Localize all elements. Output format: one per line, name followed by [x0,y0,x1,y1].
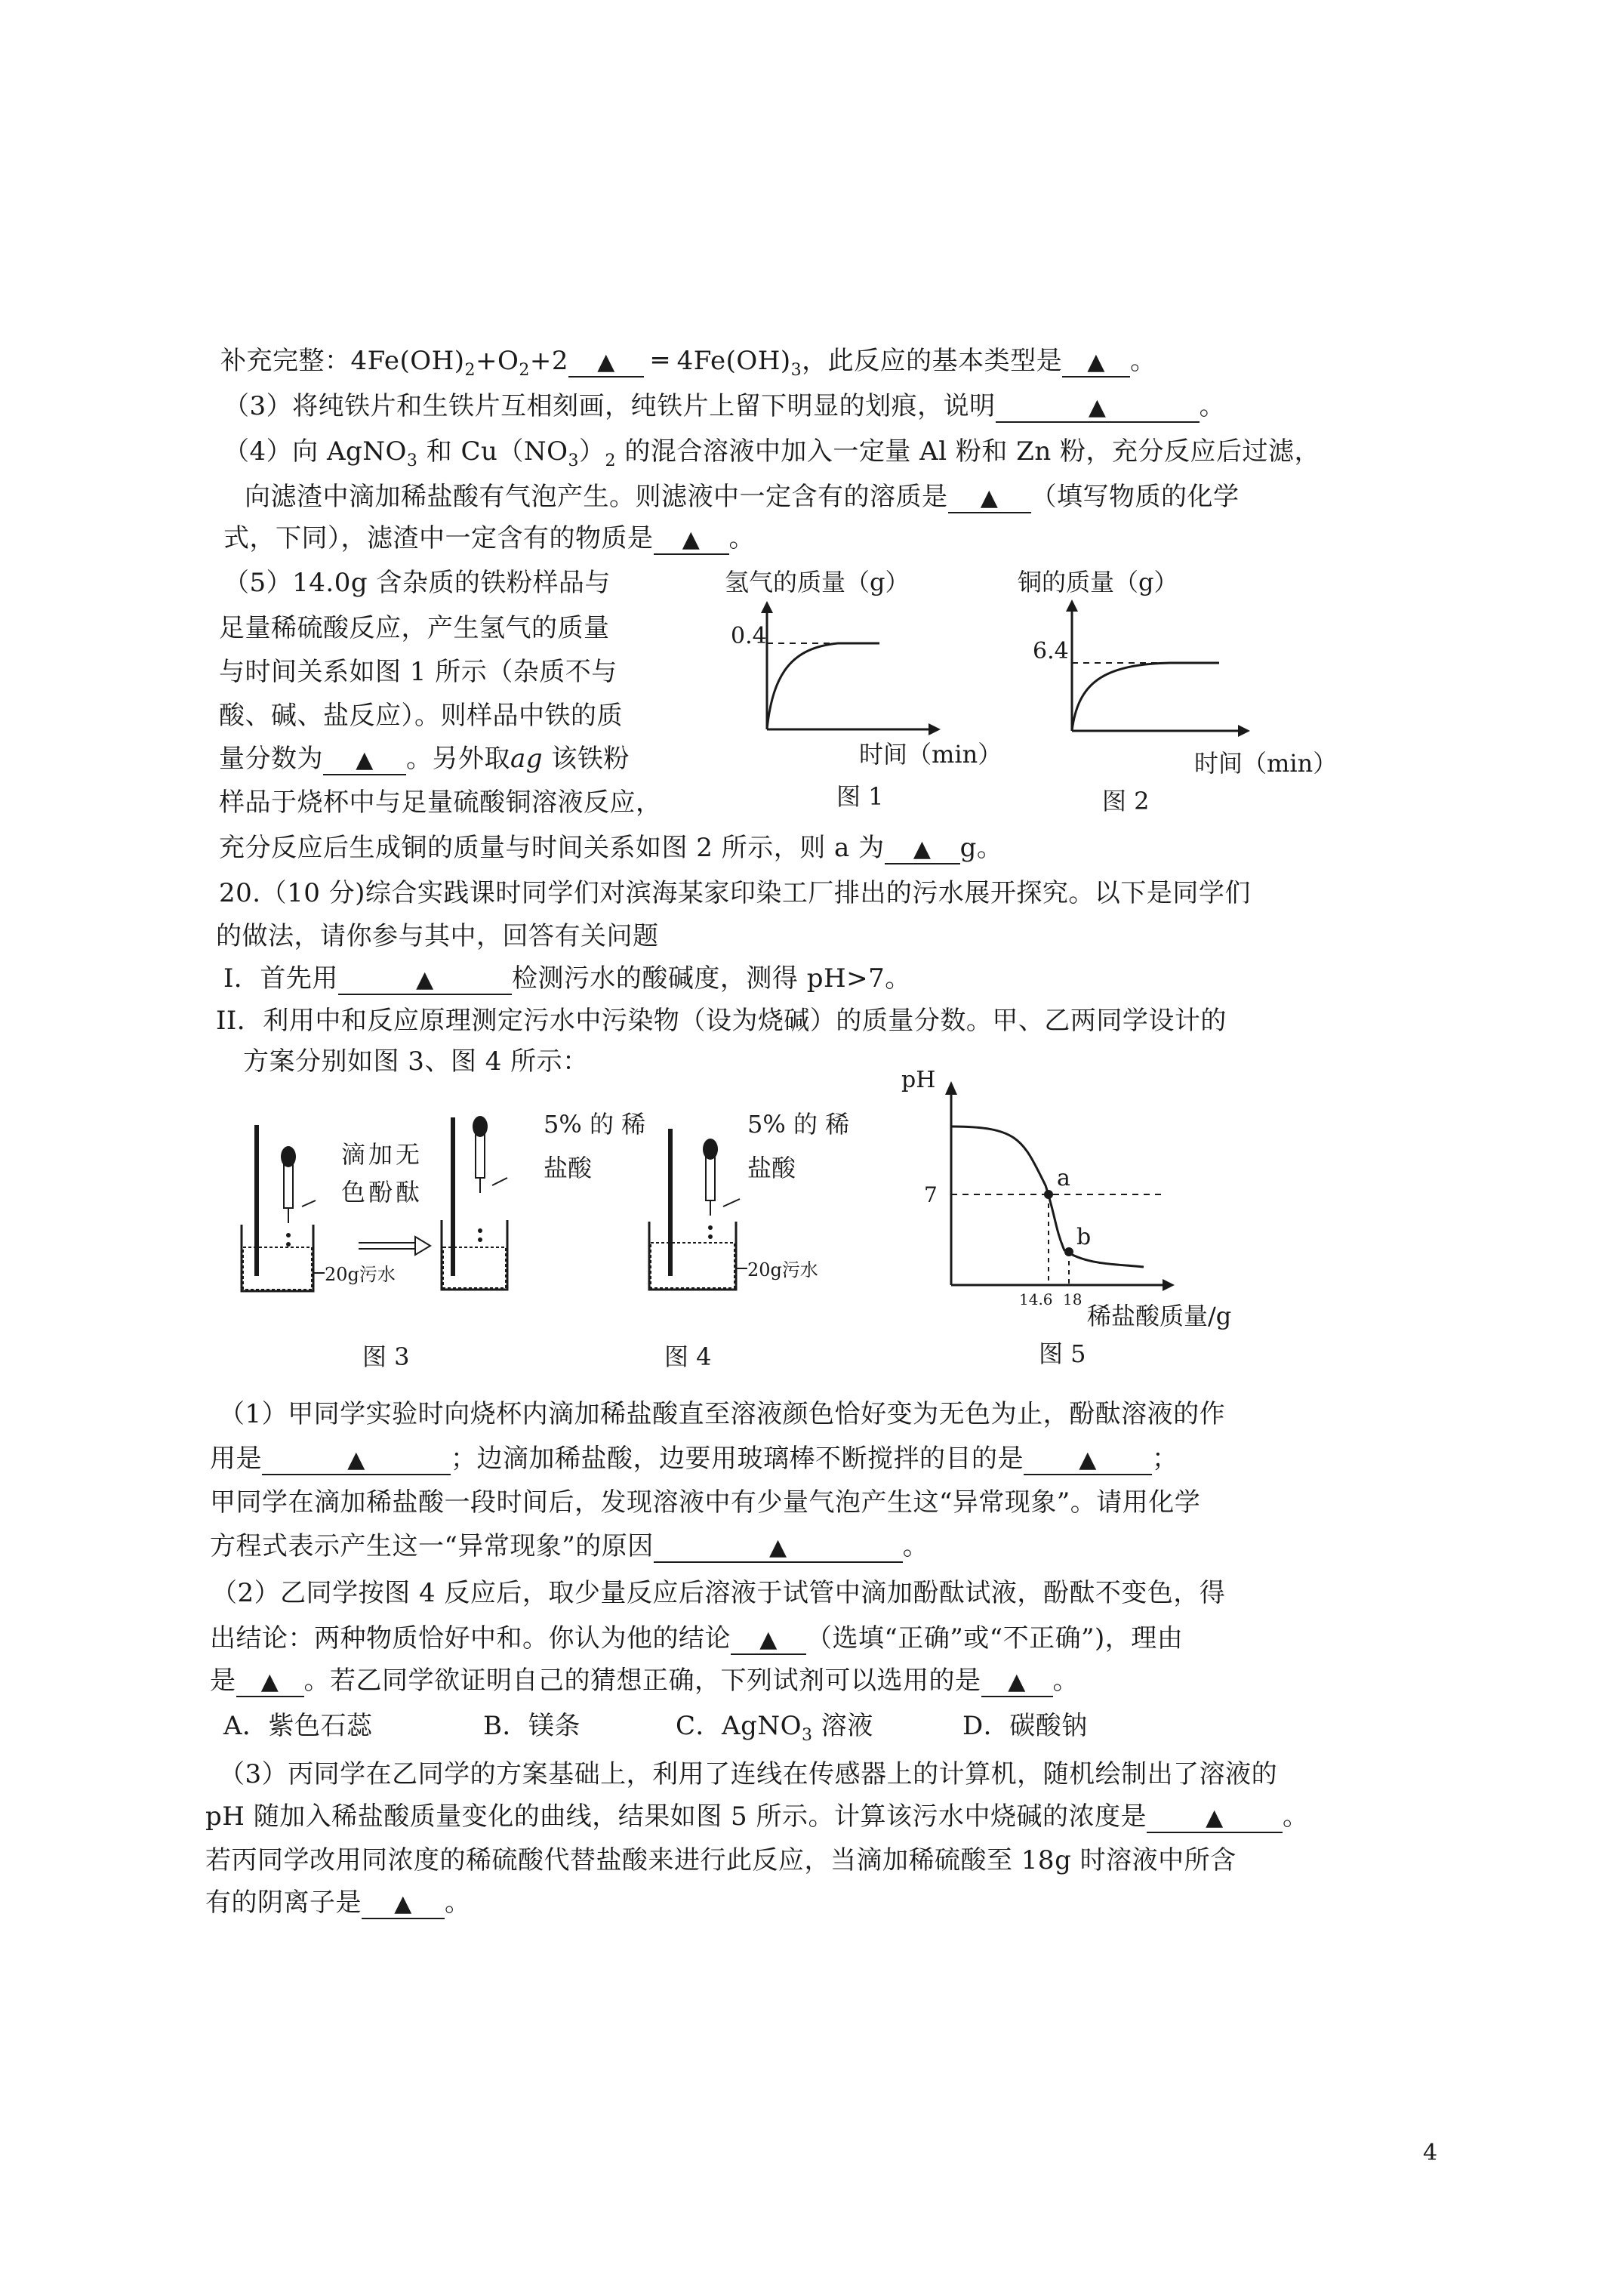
subquestion-2-line3: 是 ▲ 。若乙同学欲证明自己的猜想正确，下列试剂可以选用的是 ▲ 。 [210,1666,1079,1696]
figure-3-apparatus [226,1087,679,1389]
fig2-caption: 图 2 [1102,787,1150,815]
fig3-label-3: 5% 的 稀 [544,1110,646,1139]
fig4-caption: 图 4 [664,1342,712,1371]
fig1-ytick: 0.4 [731,623,767,649]
figure-4-apparatus [634,1087,921,1389]
fig1-caption: 图 1 [836,782,884,811]
fig1-xlabel: 时间（min） [859,740,1002,769]
answer-blank[interactable]: ▲ [981,1667,1053,1697]
page-number: 4 [1423,2140,1438,2166]
fig5-xlabel: 稀盐酸质量/g [1087,1302,1232,1330]
question-5: （5）14.0g 含杂质的铁粉样品与 [223,568,611,598]
answer-blank[interactable]: ▲ [1062,347,1130,378]
fig5-point-a: a [1057,1165,1070,1191]
subquestion-2-line2: 出结论：两种物质恰好中和。你认为他的结论 ▲ （选填“正确”或“不正确”)，理由 [210,1623,1184,1653]
fig3-caption: 图 3 [362,1342,410,1371]
equation-line: 补充完整：$4Fe(OH)_2+O_2+2$ ▲ ═ $4Fe(OH)_3$，此反应的基本类型是 ▲ 。 [220,346,1156,380]
subquestion-2: （2）乙同学按图 4 反应后，取少量反应后溶液于试管中滴加酚酞试液，酚酞不变色，得 [211,1578,1226,1608]
fig2-ylabel: 铜的质量（g） [1018,568,1178,596]
answer-blank[interactable]: ▲ [568,347,644,378]
subquestion-3-line4: 有的阴离子是 ▲ 。 [205,1888,471,1918]
answer-blank[interactable]: ▲ [262,1445,451,1475]
subquestion-3-line2: pH 随加入稀盐酸质量变化的曲线，结果如图 5 所示。计算该污水中烧碱的浓度是 ▲ 。 [205,1801,1309,1832]
question-5-line2: 足量稀硫酸反应，产生氢气的质量 [219,613,610,643]
question-20-part2-line2: 方案分别如图 3、图 4 所示： [243,1046,589,1077]
fig2-ytick: 6.4 [1033,638,1069,664]
question-3: （3）将纯铁片和生铁片互相刻画，纯铁片上留下明显的划痕，说明 ▲ 。 [223,391,1226,421]
subquestion-1-line3: 甲同学在滴加稀盐酸一段时间后，发现溶液中有少量气泡产生这“异常现象”。请用化学 [210,1487,1201,1518]
option-c: C．AgNO$_3$ 溶液 [676,1711,873,1745]
fig2-xlabel: 时间（min） [1194,749,1338,778]
answer-blank[interactable]: ▲ [236,1667,304,1697]
option-a: A．紫色石蕊 [223,1711,373,1741]
question-5-line3: 与时间关系如图 1 所示（杂质不与 [219,657,617,687]
fig4-label-2: 盐酸 [747,1154,796,1182]
fig5-ytick: 7 [924,1182,938,1207]
answer-blank[interactable]: ▲ [996,393,1200,423]
answer-blank[interactable]: ▲ [338,965,512,995]
question-5-line6: 样品于烧杯中与足量硫酸铜溶液反应， [219,787,662,818]
question-5-line7: 充分反应后生成铜的质量与时间关系如图 2 所示，则 a 为 ▲ g。 [219,833,1003,863]
subquestion-1: （1）甲同学实验时向烧杯内滴加稀盐酸直至溶液颜色恰好变为无色为止，酚酞溶液的作 [219,1399,1226,1429]
question-20: 20.（10 分)综合实践课时同学们对滨海某家印染工厂排出的污水展开探究。以下是同学们 [219,878,1251,908]
fig5-xtick-2: 18 [1063,1290,1083,1308]
answer-blank[interactable]: ▲ [362,1889,445,1919]
subquestion-1-line2: 用是 ▲ ；边滴加稀盐酸，边要用玻璃棒不断搅拌的目的是 ▲ ； [210,1444,1178,1474]
figure-1-hydrogen-graph [725,559,1002,811]
fig3-label-4: 盐酸 [544,1154,593,1182]
option-d: D．碳酸钠 [962,1711,1088,1741]
fig3-sample-label-1: 20g污水 [325,1264,396,1285]
answer-blank[interactable]: ▲ [731,1625,806,1655]
fig3-label-2: 色酚酞 [341,1178,423,1207]
fig1-ylabel: 氢气的质量（g） [725,568,910,596]
subquestion-3: （3）丙同学在乙同学的方案基础上，利用了连线在传感器上的计算机，随机绘制出了溶液的 [219,1759,1278,1789]
subquestion-1-line4: 方程式表示产生这一“异常现象”的原因 ▲ 。 [210,1531,929,1561]
subquestion-3-line3: 若丙同学改用同浓度的稀硫酸代替盐酸来进行此反应，当滴加稀硫酸至 18g 时溶液中所含 [205,1845,1236,1875]
question-4-line2: 向滤渣中滴加稀盐酸有气泡产生。则滤液中一定含有的溶质是 ▲ （填写物质的化学 [245,482,1240,512]
figure-2-copper-graph [996,559,1344,815]
answer-blank[interactable]: ▲ [885,834,960,864]
question-4: （4）向 AgNO$_3$ 和 $Cu(NO_3)_2$ 的混合溶液中加入一定量 Al 粉和 Zn 粉，充分反应后过滤， [223,436,1321,470]
question-20-line2: 的做法，请你参与其中，回答有关问题 [216,921,659,951]
answer-blank[interactable]: ▲ [948,483,1031,513]
question-4-line3: 式，下同），滤渣中一定含有的物质是 ▲ 。 [223,523,755,553]
question-5-line4: 酸、碱、盐反应）。则样品中铁的质 [219,701,623,731]
fig3-label-1: 滴加无 [341,1140,423,1169]
answer-blank[interactable]: ▲ [654,1533,903,1563]
fig4-label-1: 5% 的 稀 [747,1110,850,1139]
answer-blank[interactable]: ▲ [1024,1445,1152,1475]
question-20-part2: II．利用中和反应原理测定污水中污染物（设为烧碱）的质量分数。甲、乙两同学设计的 [216,1006,1227,1036]
fig5-ylabel: pH [901,1067,936,1093]
answer-blank[interactable]: ▲ [1147,1803,1283,1833]
fig5-xtick-1: 14.6 [1019,1290,1053,1308]
question-5-line5: 量分数为 ▲ 。另外取ag 该铁粉 [219,744,630,774]
fig4-sample-label: 20g污水 [747,1259,818,1281]
fig5-caption: 图 5 [1039,1339,1086,1368]
answer-blank[interactable]: ▲ [654,525,729,555]
figure-5-ph-curve [891,1065,1313,1389]
question-20-part1: Ⅰ．首先用 ▲ 检测污水的酸碱度，测得 pH>7。 [223,963,911,994]
fig5-point-b: b [1076,1224,1092,1250]
option-b: B．镁条 [483,1711,581,1741]
answer-blank[interactable]: ▲ [323,745,406,775]
